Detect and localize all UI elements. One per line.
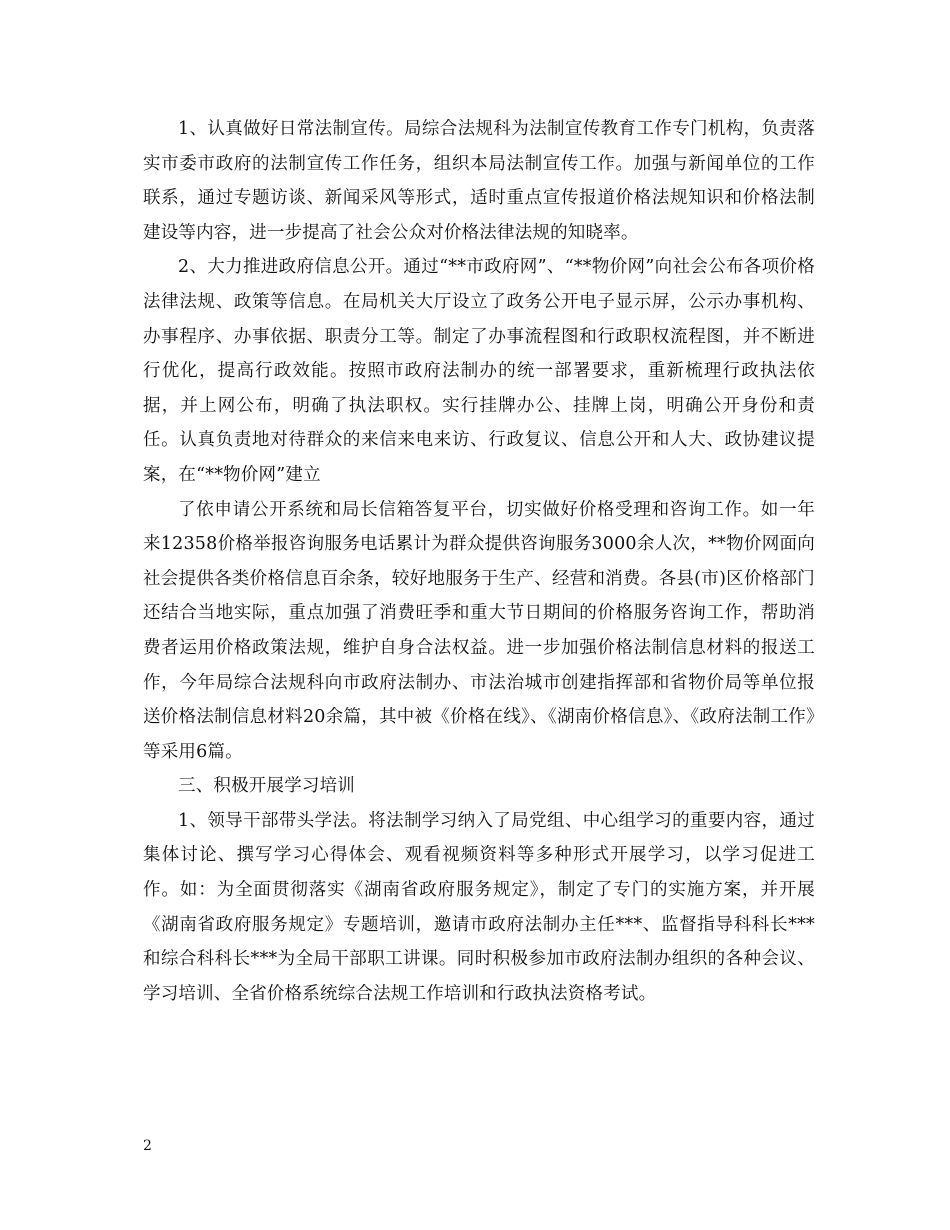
paragraph-consultation-service: 了依申请公开系统和局长信箱答复平台，切实做好价格受理和咨询工作。如一年来12358价格举报咨询服务电话累计为群众提供咨询服务3000余人次，**物价网面向社会提供各类价格信息百余条，较好地服务于生产、经营和消费。各县(市)区价格部门还结合当地实际，重点加强了消费旺季和重大节日期间的价格服务咨询工作，帮助消费者运用价格政策法规，维护自身合法权益。进一步加强价格法制信息材料的报送工作，今年局综合法规科向市政府法制办、市法治城市创建指挥部和省物价局等单位报送价格法制信息材料20余篇，其中被《价格在线》、《湖南价格信息》、《政府法制工作》等采用6篇。 bbox=[143, 499, 815, 762]
page-number: 2 bbox=[143, 1138, 152, 1154]
paragraph-information-disclosure: 2、大力推进政府信息公开。通过“**市政府网”、“**物价网”向社会公布各项价格法律法规、政策等信息。在局机关大厅设立了政务公开电子显示屏，公示办事机构、办事程序、办事依据、职责分工等。制定了办事流程图和行政职权流程图，并不断进行优化，提高行政效能。按照市政府法制办的统一部署要求，重新梳理行政执法依据，并上网公布，明确了执法职权。实行挂牌办公、挂牌上岗，明确公开身份和责任。认真负责地对待群众的来信来电来访、行政复议、信息公开和人大、政协建议提案，在“**物价网”建立 bbox=[143, 257, 815, 485]
paragraph-legal-publicity: 1、认真做好日常法制宣传。局综合法规科为法制宣传教育工作专门机构，负责落实市委市政府的法制宣传工作任务，组织本局法制宣传工作。加强与新闻单位的工作联系，通过专题访谈、新闻采风等形式，适时重点宣传报道价格法规知识和价格法制建设等内容，进一步提高了社会公众对价格法律法规的知晓率。 bbox=[143, 119, 815, 243]
paragraph-leaders-study-law: 1、领导干部带头学法。将法制学习纳入了局党组、中心组学习的重要内容，通过集体讨论、撰写学习心得体会、观看视频资料等多种形式开展学习，以学习促进工作。如：为全面贯彻落实《湖南省政府服务规定》，制定了专门的实施方案，并开展《湖南省政府服务规定》专题培训，邀请市政府法制办主任***、监督指导科科长***和综合科科长***为全局干部职工讲课。同时积极参加市政府法制办组织的各种会议、学习培训、全省价格系统综合法规工作培训和行政执法资格考试。 bbox=[143, 810, 815, 1004]
document-body bbox=[143, 112, 815, 1011]
section-heading-training: 三、积极开展学习培训 bbox=[178, 776, 355, 797]
